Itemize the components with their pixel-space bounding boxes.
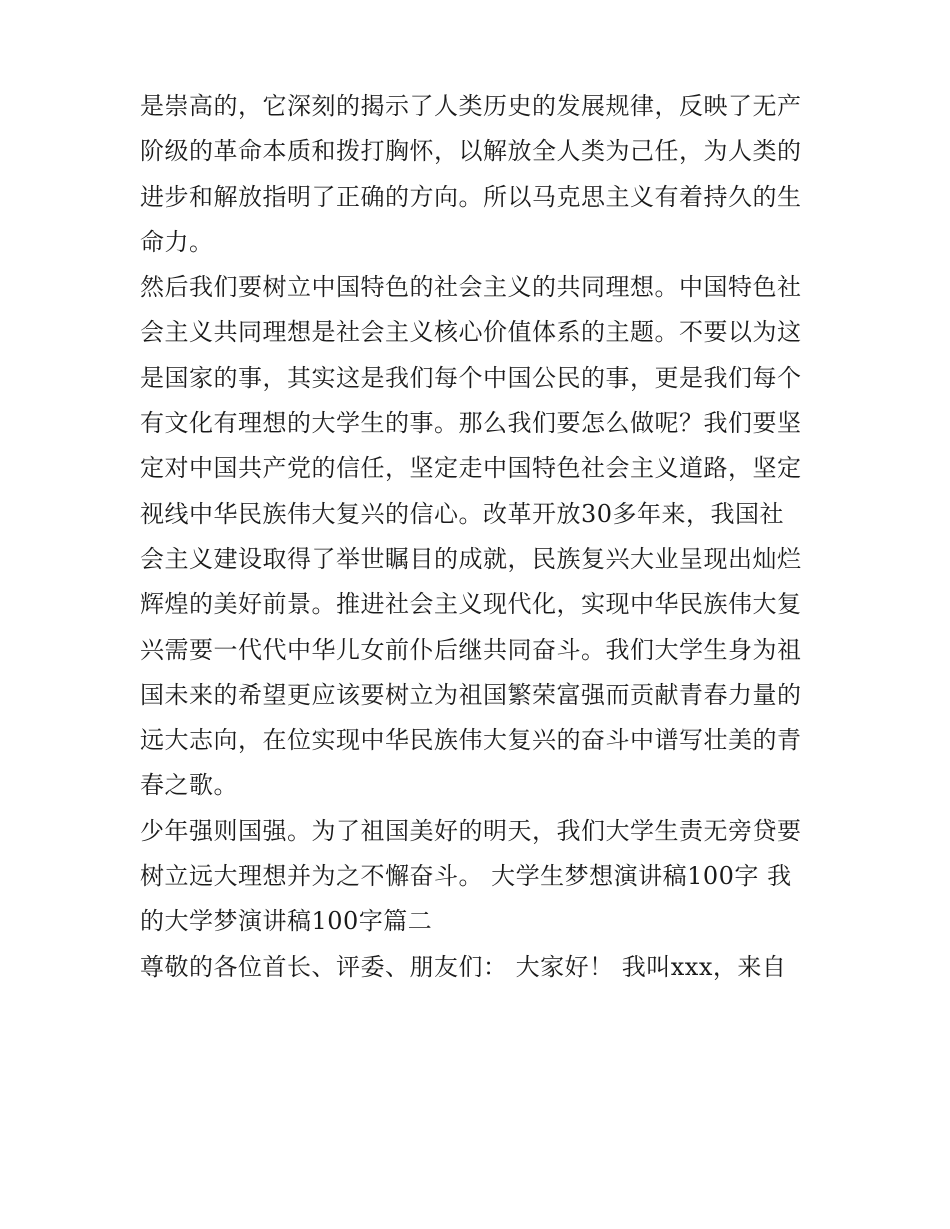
- text-line: 然后我们要树立中国特色的社会主义的共同理想。中国特色社: [140, 273, 802, 302]
- text-line: 是国家的事，其实这是我们每个中国公民的事，更是我们每个: [140, 363, 802, 392]
- paragraph-1: [140, 84, 812, 265]
- text-line: 少年强则国强。为了祖国美好的明天，我们大学生责无旁贷要: [140, 816, 802, 845]
- text-line: 远大志向，在位实现中华民族伟大复兴的奋斗中谱写壮美的青: [140, 726, 802, 755]
- text-line: 会主义建设取得了举世瞩目的成就，民族复兴大业呈现出灿烂: [140, 544, 802, 573]
- text-line: 兴需要一代代中华儿女前仆后继共同奋斗。我们大学生身为祖: [140, 635, 802, 664]
- paragraph-4: [140, 945, 812, 990]
- text-line: 树立远大理想并为之不懈奋斗。 大学生梦想演讲稿100字 我: [140, 862, 792, 891]
- text-line: 有文化有理想的大学生的事。那么我们要怎么做呢？我们要坚: [140, 409, 802, 438]
- text-line: 尊敬的各位首长、评委、朋友们： 大家好！ 我叫xxx，来自: [140, 952, 787, 981]
- paragraph-2: [140, 265, 812, 809]
- paragraph-3: [140, 809, 812, 945]
- text-line: 的大学梦演讲稿100字篇二: [140, 907, 433, 936]
- text-line: 进步和解放指明了正确的方向。所以马克思主义有着持久的生: [140, 182, 802, 211]
- text-line: 定对中国共产党的信任，坚定走中国特色社会主义道路，坚定: [140, 454, 802, 483]
- document-body: [140, 84, 812, 990]
- text-line: 阶级的革命本质和拨打胸怀，以解放全人类为己任，为人类的: [140, 137, 802, 166]
- text-line: 国未来的希望更应该要树立为祖国繁荣富强而贡献青春力量的: [140, 680, 802, 709]
- text-line: 辉煌的美好前景。推进社会主义现代化，实现中华民族伟大复: [140, 590, 802, 619]
- text-line: 会主义共同理想是社会主义核心价值体系的主题。不要以为这: [140, 318, 802, 347]
- text-line: 视线中华民族伟大复兴的信心。改革开放30多年来，我国社: [140, 499, 785, 528]
- text-line: 春之歌。: [140, 771, 238, 800]
- text-line: 命力。: [140, 227, 214, 256]
- text-line: 是崇高的，它深刻的揭示了人类历史的发展规律，反映了无产: [140, 92, 802, 120]
